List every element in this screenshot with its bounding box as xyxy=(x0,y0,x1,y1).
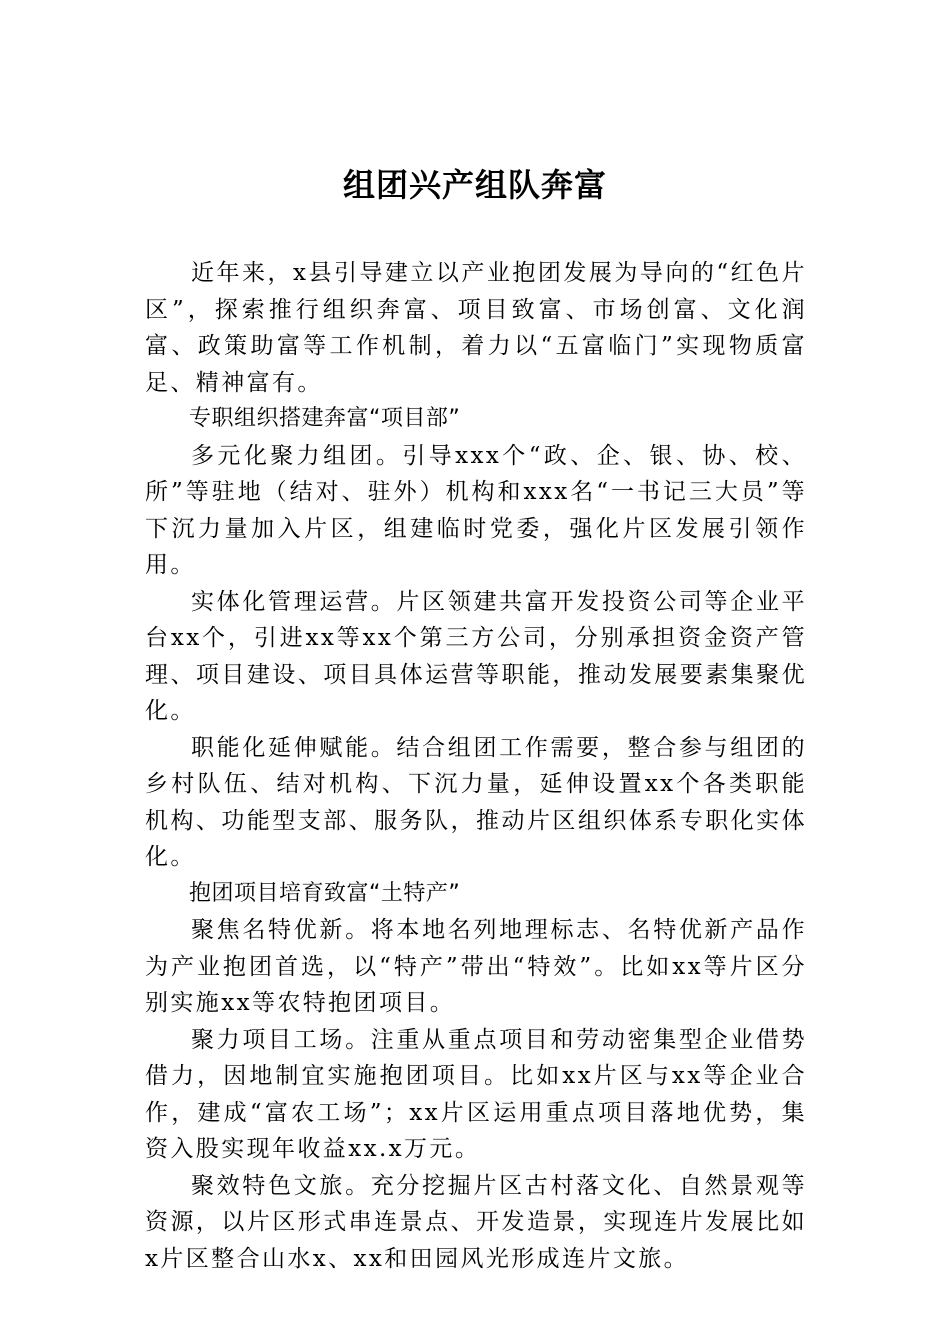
section-paragraph: 聚效特色文旅。充分挖掘片区古村落文化、自然景观等资源，以片区形式串连景点、开发造景，实现连片发展比如x片区整合山水x、xx和田园风光形成连片文旅。 xyxy=(145,1172,807,1272)
section-paragraph: 多元化聚力组团。引导xxx个“政、企、银、协、校、所”等驻地（结对、驻外）机构和xxx名“一书记三大员”等下沉力量加入片区，组建临时党委，强化片区发展引领作用。 xyxy=(145,442,807,578)
section-paragraph: 聚焦名特优新。将本地名列地理标志、名特优新产品作为产业抱团首选，以“特产”带出“特效”。比如xx等片区分别实施xx等农特抱团项目。 xyxy=(145,917,807,1016)
section-heading: 抱团项目培育致富“土特产” xyxy=(189,880,461,906)
section-paragraph: 聚力项目工场。注重从重点项目和劳动密集型企业借势借力，因地制宜实施抱团项目。比如xx片区与xx等企业合作，建成“富农工场”；xx片区运用重点项目落地优势，集资入股实现年收益xx.x万元。 xyxy=(145,1026,807,1162)
section-heading: 专职组织搭建奔富“项目部” xyxy=(189,406,461,431)
section-2 xyxy=(145,876,807,1278)
document-title: 组团兴产组队奔富 xyxy=(342,166,607,204)
section-1 xyxy=(145,401,807,876)
section-paragraph: 职能化延伸赋能。结合组团工作需要，整合参与组团的乡村队伍、结对机构、下沉力量，延伸设置xx个各类职能机构、功能型支部、服务队，推动片区组织体系专职化实体化。 xyxy=(145,734,807,870)
section-paragraph: 实体化管理运营。片区领建共富开发投资公司等企业平台xx个，引进xx等xx个第三方公司，分别承担资金资产管理、项目建设、项目具体运营等职能，推动发展要素集聚优化。 xyxy=(145,588,807,724)
intro-paragraph: 近年来，x县引导建立以产业抱团发展为导向的“红色片区”，探索推行组织奔富、项目致富、市场创富、文化润富、政策助富等工作机制，着力以“五富临门”实现物质富足、精神富有。 xyxy=(145,260,807,396)
document-body xyxy=(145,255,807,1277)
